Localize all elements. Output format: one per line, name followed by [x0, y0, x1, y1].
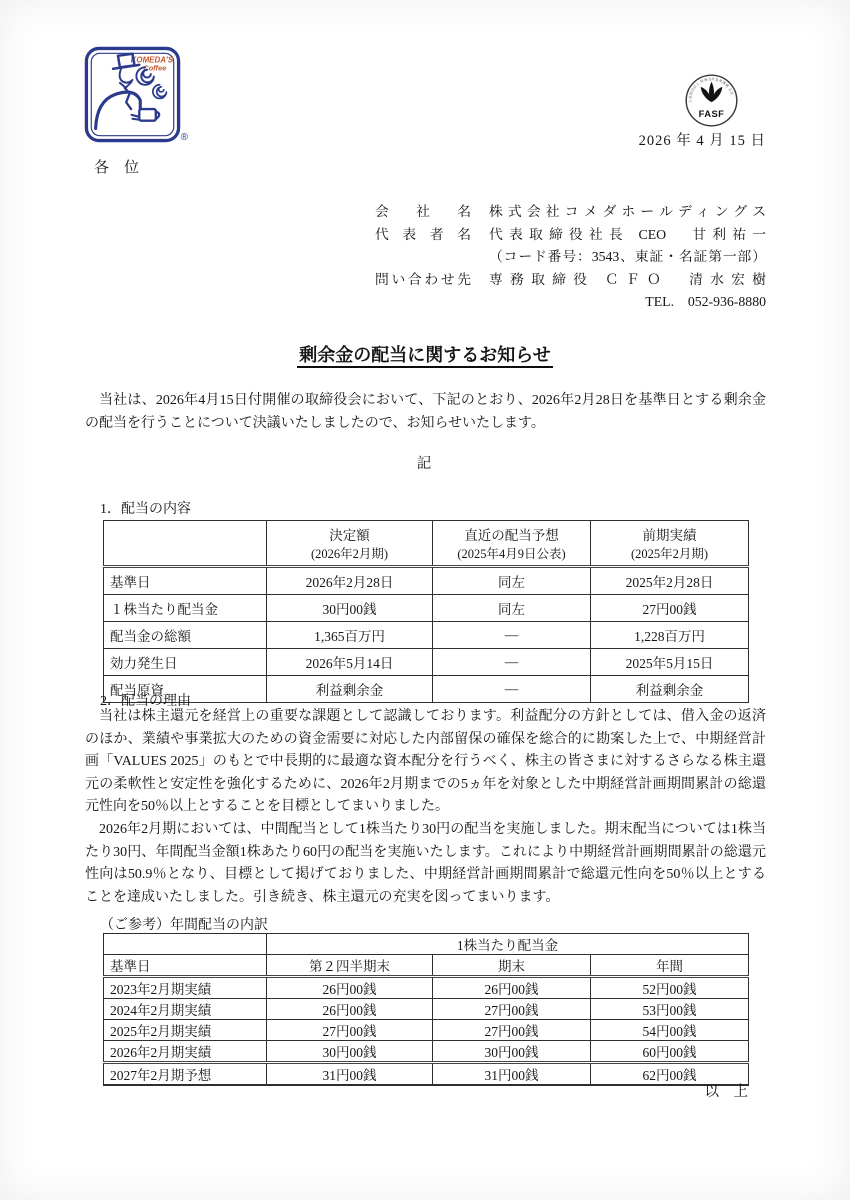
- col-header-previous: 前期実績 (2025年2月期): [591, 521, 749, 567]
- col-header-decided: 決定額 (2026年2月期): [267, 521, 433, 567]
- logo-brand-text: KOMEDA'S: [130, 55, 174, 65]
- fasf-stamp-icon: [684, 73, 739, 128]
- table-header-row: [104, 521, 749, 567]
- table-row: 配当金の総額 1,365百万円 ― 1,228百万円: [104, 622, 749, 649]
- fasf-label: FASF: [698, 109, 725, 119]
- table-row: 配当原資 利益剰余金 ― 利益剰余金: [104, 676, 749, 703]
- stock-code-value: （コード番号：3543、東証・名証第一部）: [489, 249, 766, 265]
- forecast-row: 2027年2月期予想 31円00銭 31円00銭 62円00銭: [104, 1063, 749, 1086]
- company-info-block: [375, 201, 766, 314]
- reason-paragraph-2: 2026年2月期においては、中間配当として1株当たり30円の配当を実施しました。期末配当については1株当たり30円、年間配当金額1株あたり60円の配当を実施いたします。これにより中期経営計画期間累計の総還元性向は50.9％となり、目標として掲げておりました、中期経営計画期間累計で総還元性向を50％以上とすることを達成いたしました。引き続き、株主還元の充実を図ってまいります。: [85, 821, 766, 905]
- representative-row: [375, 224, 766, 247]
- table-row: 基準日 2026年2月28日 同左 2025年2月28日: [104, 567, 749, 595]
- dividend-details-table: [103, 520, 749, 703]
- contact-label: 問い合わせ先: [375, 271, 471, 287]
- ki-marker: 記: [416, 456, 434, 472]
- table-row: 2024年2月期実績 26円00銭 27円00銭 53円00銭: [104, 999, 749, 1020]
- intro-paragraph: 当社は、2026年4月15日付開催の取締役会において、下記のとおり、2026年2月28日を基準日とする剰余金の配当を行うことについて決議いたしましたので、お知らせいたします。: [85, 393, 766, 431]
- reason-paragraph-1: 当社は株主還元を経営上の重要な課題として認識しております。利益配分の方針としては、借入金の返済のほか、業績や事業拡大のための資金需要に対応した内部留保の確保を総合的に勘案した上で、中期経営計画「VALUES 2025」のもとで中長期的に最適な資本配分を行うべく、株主の皆さまに対するさらなる株主還元の柔軟性と安定性を強化するために、2026年2月期までの5ヵ年を対象とした中期経営計画期間累計の総還元性向を50％以上とすることを目標としてまいりました。: [85, 709, 766, 815]
- company-name-value: 株式会社コメダホールディングス: [489, 204, 766, 219]
- span-header-row: [104, 934, 749, 955]
- svg-text:Coffee: Coffee: [143, 63, 167, 73]
- reference-heading: （ご参考）年間配当の内訳: [100, 918, 268, 933]
- closing-marker: 以 上: [704, 1084, 748, 1100]
- komeda-coffee-logo-icon: [84, 46, 188, 145]
- stock-code-row: [375, 246, 766, 269]
- registered-mark: ®: [180, 132, 188, 143]
- table-row: 2026年2月期実績 30円00銭 30円00銭 60円00銭: [104, 1041, 749, 1063]
- fasf-ring-text: 公益財団法人 財務会計基準機構 会員: [688, 77, 735, 104]
- phone-row: [375, 291, 766, 314]
- table-header-row: 基準日 第２四半期末 期末 年間: [104, 955, 749, 977]
- yearly-dividend-table: [103, 933, 749, 1086]
- reason-paragraphs: [85, 706, 766, 909]
- span-header: 1株当たり配当金: [267, 934, 749, 955]
- table-row: 効力発生日 2026年5月14日 ― 2025年5月15日: [104, 649, 749, 676]
- document-title: 剰余金の配当に関するお知らせ: [0, 341, 850, 367]
- contact-row: [375, 269, 766, 292]
- phone-value: TEL. 052-936-8880: [645, 294, 766, 310]
- col-header-forecast: 直近の配当予想 (2025年4月9日公表): [433, 521, 591, 567]
- document-date: 2026 年 4 月 15 日: [638, 133, 766, 149]
- company-name-label: 会社名: [375, 204, 471, 219]
- representative-value: 代表取締役社長 CEO 甘利祐一: [489, 226, 766, 242]
- section2-heading: 2．配当の理由: [100, 694, 191, 709]
- table-row: 2025年2月期実績 27円00銭 27円00銭 54円00銭: [104, 1020, 749, 1041]
- contact-value: 専務取締役 ＣＦＯ 清水宏樹: [489, 271, 766, 287]
- company-name-row: [375, 201, 766, 224]
- representative-label: 代表者名: [375, 226, 471, 242]
- table-row: １株当たり配当金 30円00銭 同左 27円00銭: [104, 595, 749, 622]
- table-row: 2023年2月期実績 26円00銭 26円00銭 52円00銭: [104, 977, 749, 999]
- salutation: 各 位: [94, 160, 140, 176]
- section1-heading: 1．配当の内容: [100, 502, 191, 517]
